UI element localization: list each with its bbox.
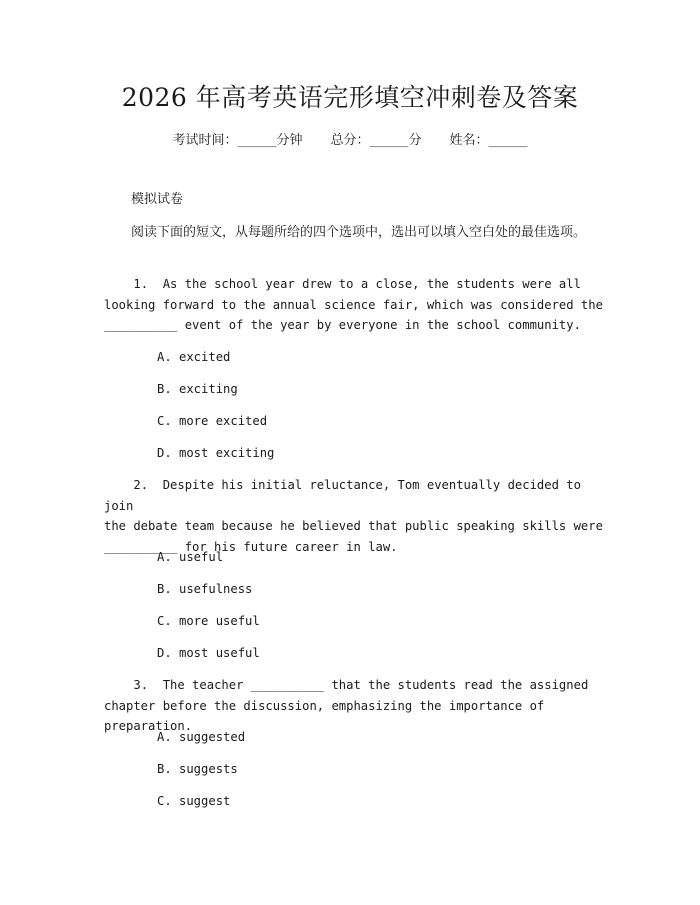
exam-meta-line [0, 131, 700, 151]
exam-time-field: 考试时间：______分钟 [172, 133, 303, 148]
question-3-option-a: A. suggested [157, 730, 246, 744]
question-2-option-b: B. usefulness [157, 582, 253, 596]
question-3-line-1: 3. The teacher __________ that the students read the assigned [104, 678, 589, 692]
exam-name-field: 姓名：______ [449, 133, 528, 148]
instruction-text: 阅读下面的短文，从每题所给的四个选项中，选出可以填入空白处的最佳选项。 [131, 225, 587, 240]
question-1-option-a: A. excited [157, 350, 231, 364]
question-1-option-d: D. most exciting [157, 446, 275, 460]
question-2-line-1: 2. Despite his initial reluctance, Tom eventually decided to join [104, 478, 589, 513]
question-1-option-b: B. exciting [157, 382, 238, 396]
question-1-line-3: __________ event of the year by everyone in the school community. [104, 318, 581, 332]
question-3-line-2: chapter before the discussion, emphasizing the importance of preparation. [104, 698, 552, 733]
question-2-line-2: the debate team because he believed that public speaking skills were [104, 519, 603, 533]
section-label: 模拟试卷 [131, 192, 184, 207]
question-2-line-3: __________ for his future career in law. [104, 539, 398, 554]
question-1-option-c: C. more excited [157, 414, 268, 428]
question-3-option-b: B. suggests [157, 762, 238, 776]
exam-score-field: 总分：______分 [330, 133, 422, 148]
question-2-option-c: C. more useful [157, 614, 260, 628]
question-1-text [104, 274, 604, 336]
question-2-option-d: D. most useful [157, 646, 260, 660]
question-1-line-1: 1. As the school year drew to a close, the students were all [104, 277, 581, 291]
question-2-text [104, 475, 604, 557]
question-1-line-2: looking forward to the annual science fair, which was considered the [104, 297, 603, 312]
document-title: 2026 年高考英语完形填空冲刺卷及答案 [121, 83, 579, 112]
question-3-option-c: C. suggest [157, 794, 231, 808]
question-2-option-a: A. useful [157, 550, 224, 564]
